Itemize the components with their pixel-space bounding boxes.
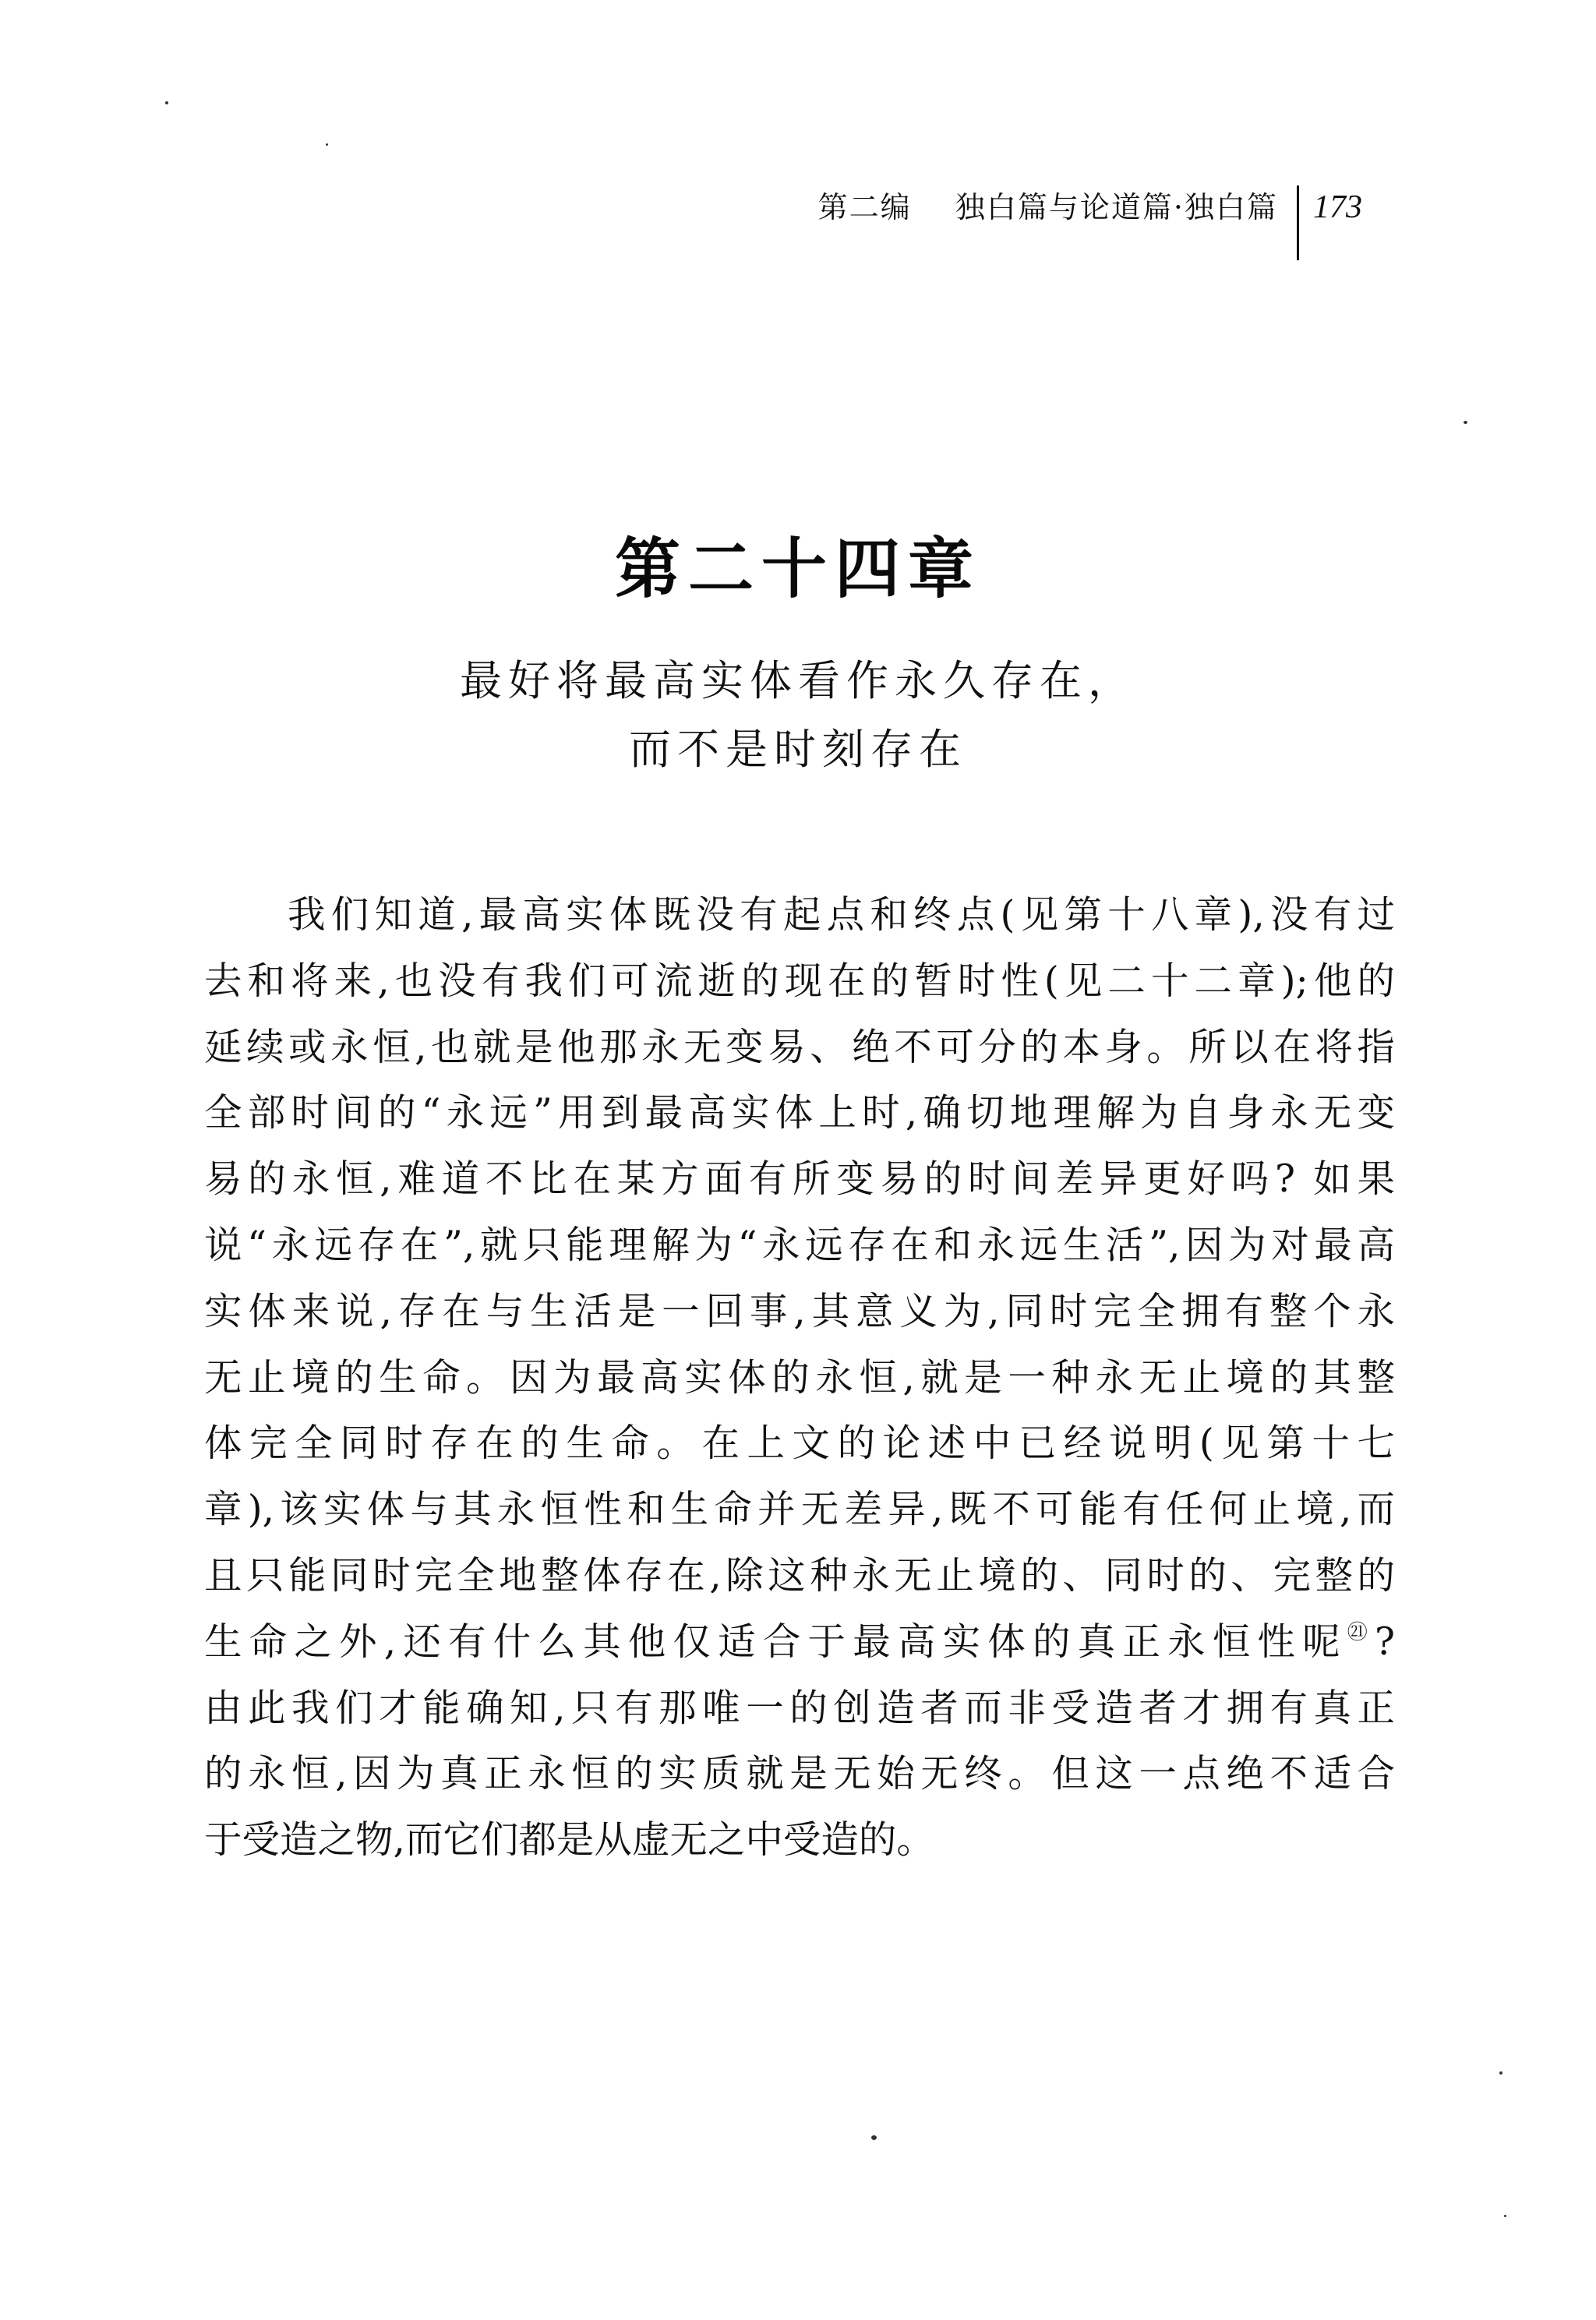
chapter-title: 第二十四章	[614, 531, 981, 607]
text-line: 我们知道,最高实体既没有起点和终点(见第十八章),没有过	[288, 893, 1395, 937]
scan-speck	[1464, 421, 1467, 424]
scan-speck	[871, 2135, 877, 2140]
text-line-segment: 生命之外,还有什么其他仅适合于最高实体的真正永恒性呢	[204, 1619, 1347, 1664]
text-line: 体完全同时存在的生命。在上文的论述中已经说明(见第十七	[204, 1421, 1395, 1466]
text-line-with-footnote	[204, 1609, 1395, 1676]
text-line-segment: ?	[1374, 1619, 1395, 1664]
text-line: 的永恒,因为真正永恒的实质就是无始无终。但这一点绝不适合	[204, 1752, 1395, 1796]
body-paragraph	[204, 882, 1395, 1873]
footnote-marker[interactable]: ㉑	[1347, 1620, 1375, 1644]
scan-speck	[1499, 2071, 1502, 2075]
text-line: 说“永远存在”,就只能理解为“永远存在和永远生活”,因为对最高	[204, 1223, 1395, 1267]
running-header	[818, 185, 1362, 263]
text-line: 且只能同时完全地整体存在,除这种永无止境的、同时的、完整的	[204, 1553, 1395, 1598]
text-line: 无止境的生命。因为最高实体的永恒,就是一种永无止境的其整	[204, 1355, 1395, 1400]
text-line: 去和将来,也没有我们可流逝的现在的暂时性(见二十二章);他的	[204, 959, 1395, 1003]
text-line: 延续或永恒,也就是他那永无变易、绝不可分的本身。所以在将指	[204, 1025, 1395, 1069]
scan-speck	[326, 143, 328, 146]
subtitle-line: 最好将最高实体看作永久存在，	[460, 656, 1136, 705]
scan-speck	[1504, 2215, 1506, 2217]
text-line: 全部时间的“永远”用到最高实体上时,确切地理解为自身永无变	[204, 1091, 1395, 1135]
scan-speck	[165, 101, 168, 104]
text-line: 章),该实体与其永恒性和生命并无差异,既不可能有任何止境,而	[204, 1488, 1395, 1532]
header-section-title: 第二编 独白篇与论道篇·独白篇	[817, 190, 1278, 224]
chapter-subtitle	[0, 647, 1596, 784]
text-line: 由此我们才能确知,只有那唯一的创造者而非受造者才拥有真正	[204, 1686, 1395, 1730]
text-line: 于受造之物,而它们都是从虚无之中受造的。	[204, 1818, 934, 1863]
text-line: 实体来说,存在与生活是一回事,其意义为,同时完全拥有整个永	[204, 1289, 1395, 1333]
subtitle-line: 而不是时刻存在	[629, 725, 967, 774]
page-number: 173	[1313, 189, 1362, 225]
text-line: 易的永恒,难道不比在某方面有所变易的时间差异更好吗? 如果	[204, 1157, 1395, 1202]
